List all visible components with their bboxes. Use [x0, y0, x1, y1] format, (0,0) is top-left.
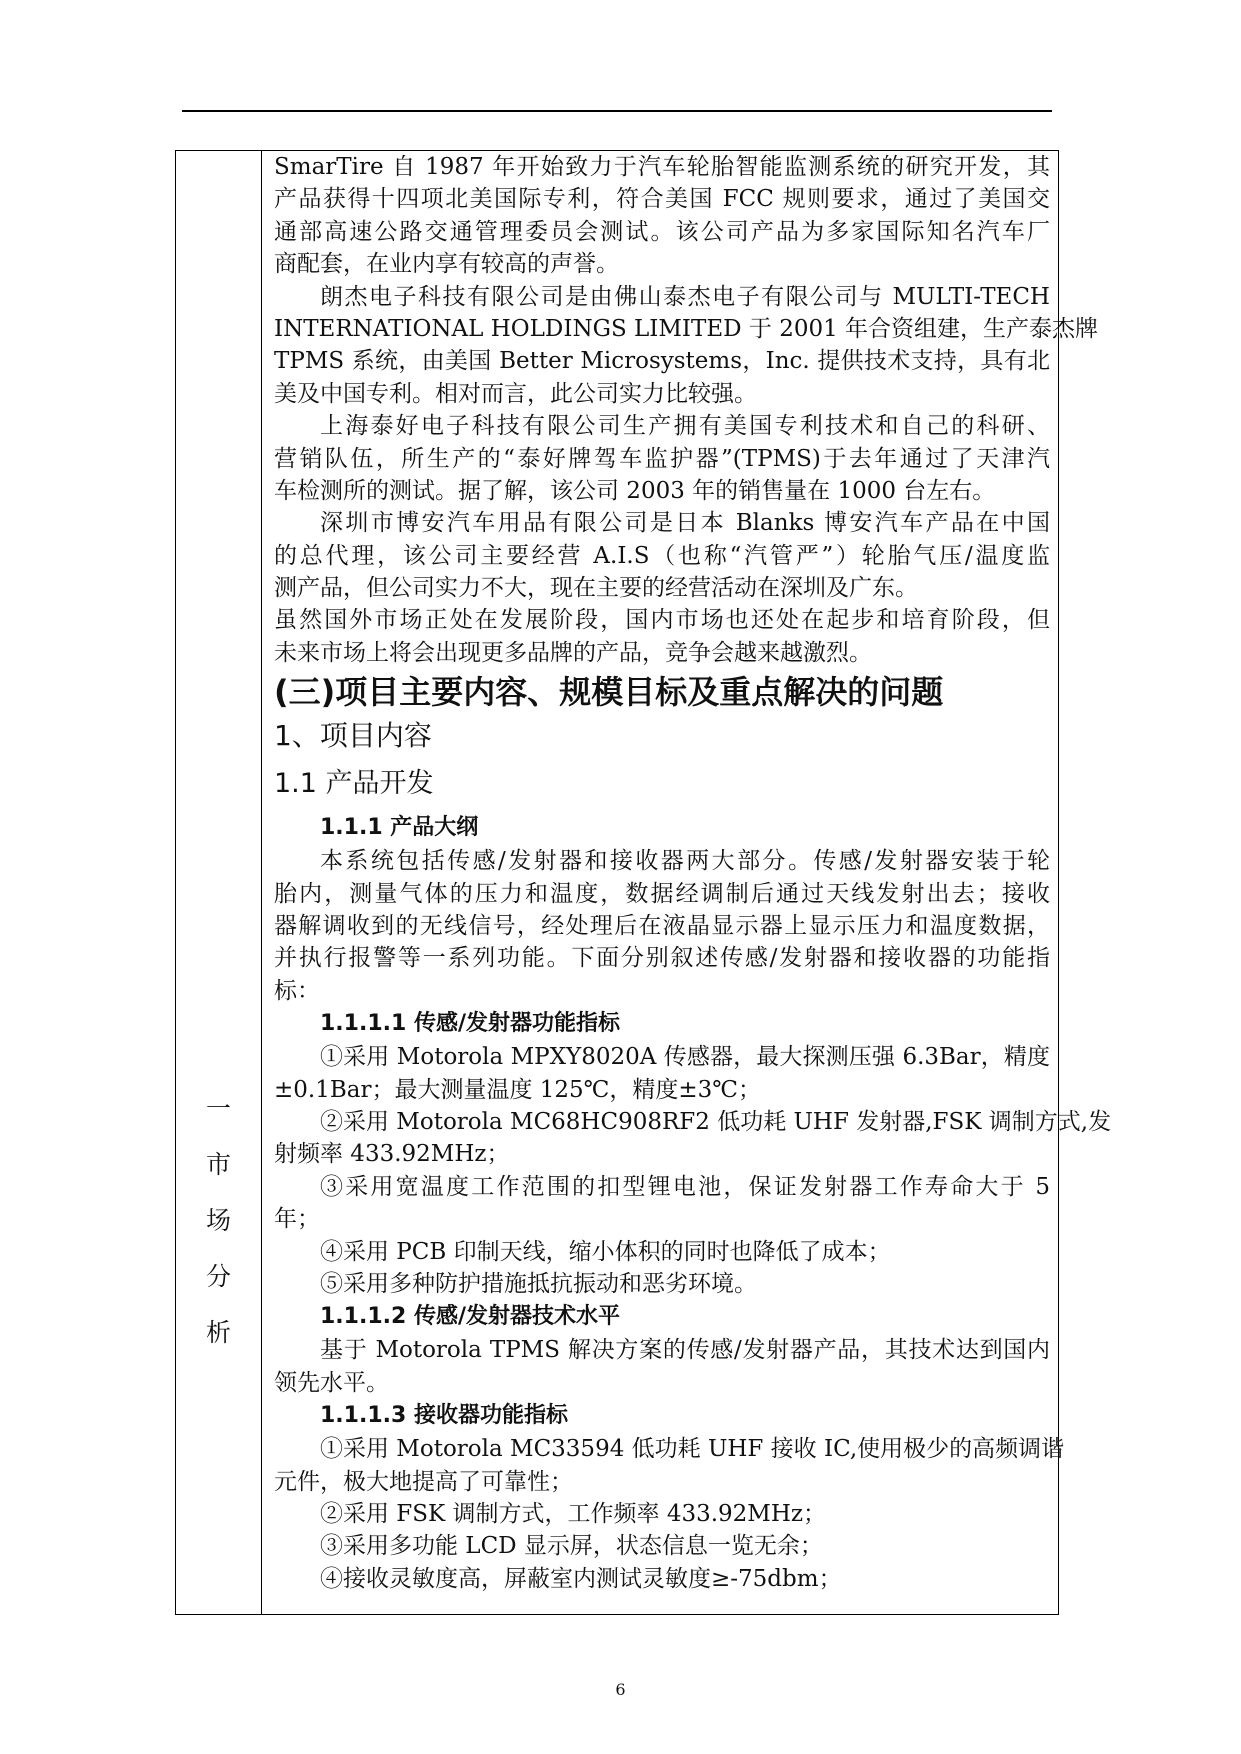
text-line: 商配套，在业内享有较高的声誉。: [274, 251, 619, 278]
text-line: 本系统包括传感/发射器和接收器两大部分。传感/发射器安装于轮: [320, 848, 1050, 875]
heading: 1.1.1.2 传感/发射器技术水平: [320, 1304, 620, 1330]
text-line: 领先水平。: [274, 1369, 389, 1396]
text-line: ①采用 Motorola MPXY8020A 传感器，最大探测压强 6.3Bar，精度: [320, 1044, 1050, 1071]
text-line: 产品获得十四项北美国际专利，符合美国 FCC 规则要求，通过了美国交: [274, 186, 1050, 213]
section-label-char: 一: [205, 1094, 231, 1123]
section-label-char: 场: [205, 1206, 231, 1235]
content-table: [175, 150, 1112, 1615]
text-line: 器解调收到的无线信号，经处理后在液晶显示器上显示压力和温度数据，: [274, 913, 1050, 940]
text-line: 未来市场上将会出现更多品牌的产品，竞争会越来越激烈。: [274, 639, 872, 666]
text-line: ④接收灵敏度高，屏蔽室内测试灵敏度≥-75dbm；: [320, 1565, 842, 1592]
text-line: ±0.1Bar；最大测量温度 125℃，精度±3℃；: [274, 1076, 762, 1103]
text-line: 深圳市博安汽车用品有限公司是日本 Blanks 博安汽车产品在中国: [320, 510, 1050, 537]
heading: 1、项目内容: [274, 719, 432, 753]
text-line: 营销队伍，所生产的“泰好牌驾车监护器”(TPMS)于去年通过了天津汽: [274, 445, 1050, 472]
text-line: 虽然国外市场正处在发展阶段，国内市场也还处在起步和培育阶段，但: [274, 607, 1050, 634]
text-line: TPMS 系统，由美国 Better Microsystems，Inc. 提供技术支持，具有北: [274, 348, 1050, 375]
text-line: 上海泰好电子科技有限公司生产拥有美国专利技术和自己的科研、: [320, 413, 1050, 440]
text-line: 测产品，但公司实力不大，现在主要的经营活动在深圳及广东。: [274, 575, 918, 602]
text-line: INTERNATIONAL HOLDINGS LIMITED 于 2001 年合资组建，生产泰杰牌: [274, 315, 1099, 342]
text-line: ⑤采用多种防护措施抵抗振动和恶劣环境。: [320, 1270, 757, 1297]
text-line: 并执行报警等一系列功能。下面分别叙述传感/发射器和接收器的功能指: [274, 945, 1050, 972]
heading: 1.1 产品开发: [274, 768, 434, 800]
text-line: ③采用宽温度工作范围的扣型锂电池，保证发射器工作寿命大于 5: [320, 1173, 1050, 1200]
heading: 1.1.1.3 接收器功能指标: [320, 1403, 568, 1429]
text-line: 元件，极大地提高了可靠性；: [274, 1468, 573, 1495]
text-line: 年；: [274, 1206, 320, 1233]
text-line: 标：: [274, 977, 320, 1004]
page-number: 6: [615, 1680, 626, 1699]
text-line: 车检测所的测试。据了解，该公司 2003 年的销售量在 1000 台左右。: [274, 477, 996, 504]
section-label-char: 析: [205, 1318, 231, 1347]
text-line: SmarTire 自 1987 年开始致力于汽车轮胎智能监测系统的研究开发，其: [274, 154, 1050, 180]
text-line: 的总代理，该公司主要经营 A.I.S（也称“汽管严”）轮胎气压/温度监: [274, 542, 1050, 569]
text-line: 胎内，测量气体的压力和温度，数据经调制后通过天线发射出去；接收: [274, 880, 1050, 907]
text-line: 通部高速公路交通管理委员会测试。该公司产品为多家国际知名汽车厂: [274, 218, 1050, 245]
heading: 1.1.1.1 传感/发射器功能指标: [320, 1011, 620, 1037]
text-line: 基于 Motorola TPMS 解决方案的传感/发射器产品，其技术达到国内: [320, 1337, 1050, 1364]
text-line: ①采用 Motorola MC33594 低功耗 UHF 接收 IC,使用极少的高频调谐: [320, 1436, 1065, 1463]
body-text: [274, 151, 1112, 1595]
text-line: ②采用 FSK 调制方式，工作频率 433.92MHz；: [320, 1500, 827, 1527]
text-line: ③采用多功能 LCD 显示屏，状态信息一览无余；: [320, 1533, 823, 1560]
column-divider: [261, 151, 262, 1614]
heading: (三)项目主要内容、规模目标及重点解决的问题: [274, 673, 944, 712]
text-line: ②采用 Motorola MC68HC908RF2 低功耗 UHF 发射器,FSK 调制方式,发: [320, 1108, 1112, 1135]
section-label: [176, 1081, 261, 1361]
header-rule: [182, 110, 1052, 112]
text-line: 美及中国专利。相对而言，此公司实力比较强。: [274, 380, 757, 407]
text-line: 朗杰电子科技有限公司是由佛山泰杰电子有限公司与 MULTI-TECH: [320, 283, 1050, 310]
heading: 1.1.1 产品大纲: [320, 815, 479, 841]
section-label-char: 市: [205, 1150, 231, 1179]
text-line: ④采用 PCB 印制天线，缩小体积的同时也降低了成本；: [320, 1238, 891, 1265]
text-line: 射频率 433.92MHz；: [274, 1141, 510, 1168]
section-label-char: 分: [205, 1262, 231, 1291]
